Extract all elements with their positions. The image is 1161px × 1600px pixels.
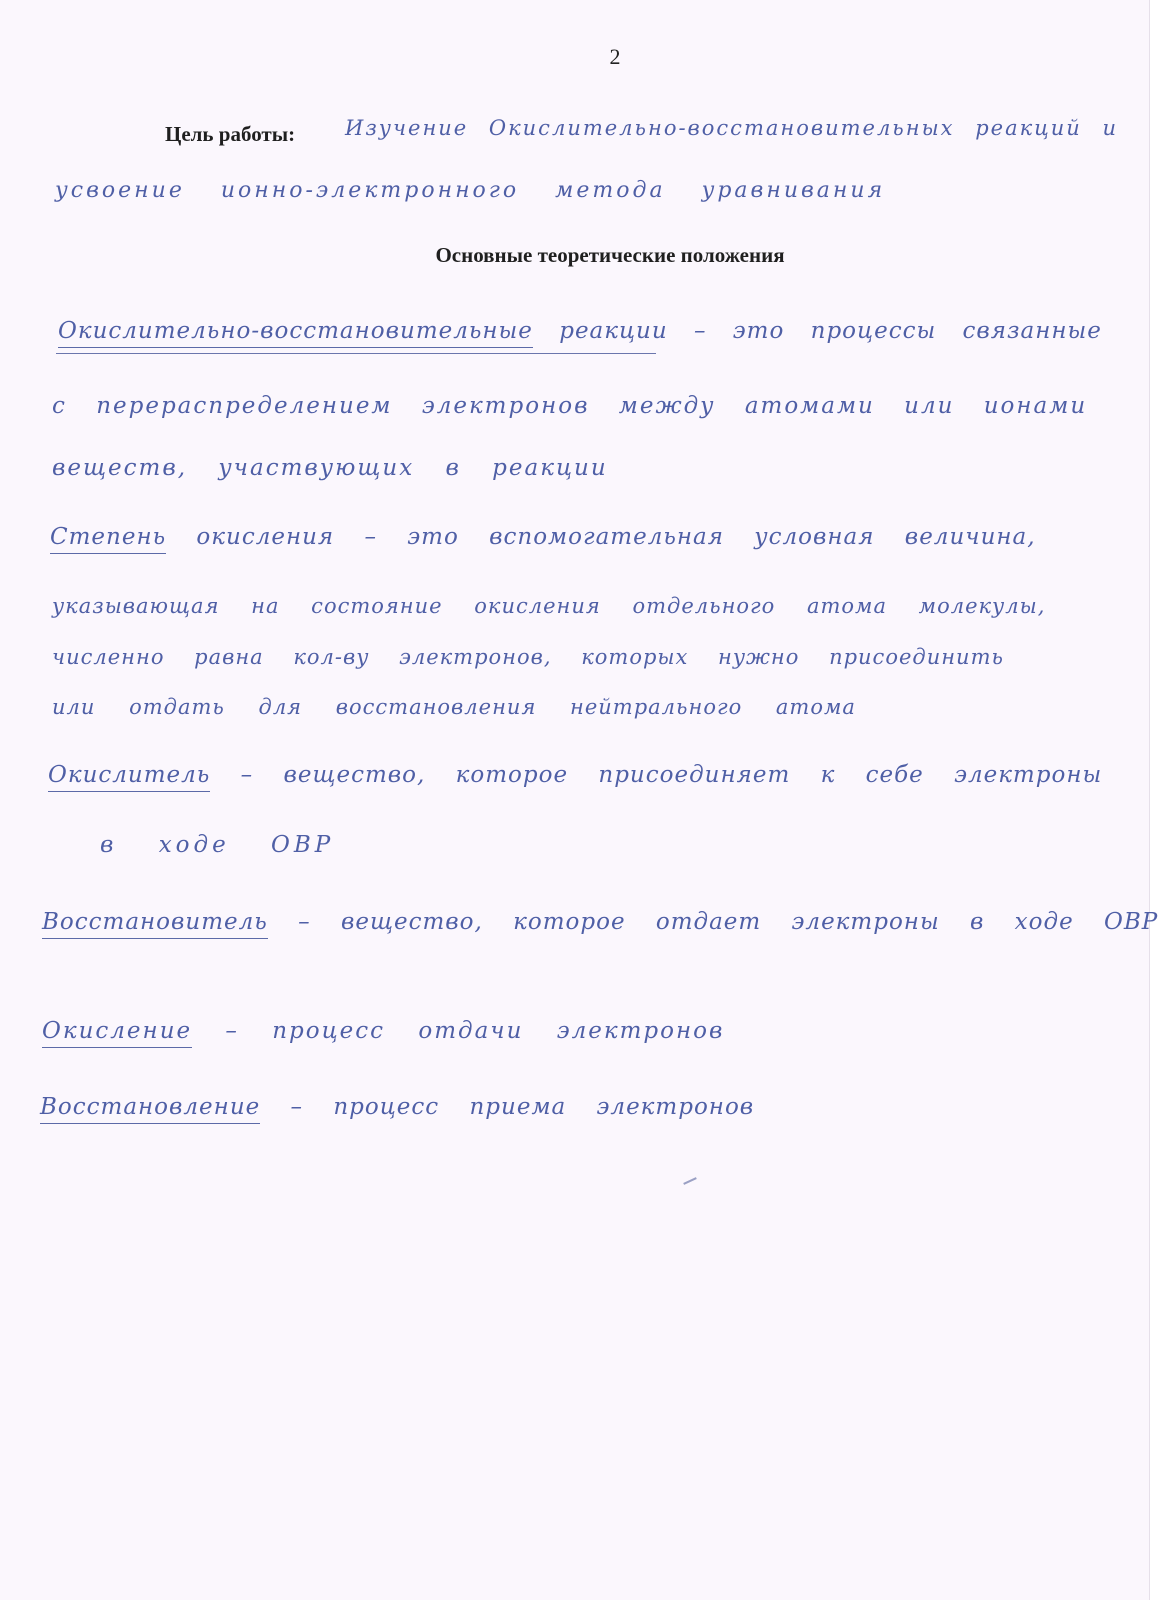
definition-redox-text-1: реакции – это процессы связанные bbox=[532, 318, 1102, 344]
page-number: 2 bbox=[609, 44, 621, 69]
definition-oxidation-line-1 bbox=[42, 1018, 724, 1044]
definition-reducer-term: Восстановитель bbox=[42, 909, 268, 939]
definition-reduction-term: Восстановление bbox=[40, 1094, 260, 1124]
goal-text-line-2: усвоение ионно-электронного метода уравнивания bbox=[55, 178, 886, 203]
stray-pen-mark bbox=[683, 1177, 697, 1185]
definition-reduction-text-1: – процесс приема электронов bbox=[260, 1094, 755, 1120]
redox-underline bbox=[56, 353, 656, 354]
section-heading: Основные теоретические положения bbox=[435, 243, 785, 267]
definition-redox-line-3: веществ, участвующих в реакции bbox=[52, 455, 608, 481]
definition-reduction-line-1 bbox=[40, 1094, 754, 1120]
definition-oxidizer-line-1 bbox=[48, 762, 1102, 788]
definition-oxidation-state-line-3: численно равна кол-ву электронов, которых нужно присоединить bbox=[52, 645, 1004, 669]
definition-redox-line-1 bbox=[58, 318, 1102, 344]
definition-oxidation-text-1: – процесс отдачи электронов bbox=[192, 1018, 725, 1044]
definition-oxidation-state-text-1: окисления – это вспомогательная условная величина, bbox=[166, 524, 1036, 550]
definition-reducer-text-1: – вещество, которое отдает электроны в ходе ОВР bbox=[267, 909, 1159, 935]
definition-reducer-line-1 bbox=[42, 909, 1158, 935]
definition-redox-line-2: с перераспределением электронов между атомами или ионами bbox=[52, 393, 1088, 419]
goal-label: Цель работы: bbox=[165, 122, 296, 146]
goal-text-line-1: Изучение Окислительно-восстановительных реакций и bbox=[345, 116, 1119, 140]
definition-oxidation-state-line-1 bbox=[50, 524, 1036, 550]
definition-oxidation-state-line-2: указывающая на состояние окисления отдельного атома молекулы, bbox=[52, 594, 1046, 618]
definition-oxidation-state-term: Степень bbox=[50, 524, 166, 554]
definition-oxidizer-line-2: в ходе ОВР bbox=[100, 832, 335, 858]
definition-oxidizer-term: Окислитель bbox=[48, 762, 210, 792]
definition-redox-term: Окислительно-восстановительные bbox=[58, 318, 533, 348]
definition-oxidizer-text-1: – вещество, которое присоединяет к себе электроны bbox=[210, 762, 1103, 788]
definition-oxidation-term: Окисление bbox=[42, 1018, 192, 1048]
definition-oxidation-state-line-4: или отдать для восстановления нейтрального атома bbox=[52, 695, 856, 719]
